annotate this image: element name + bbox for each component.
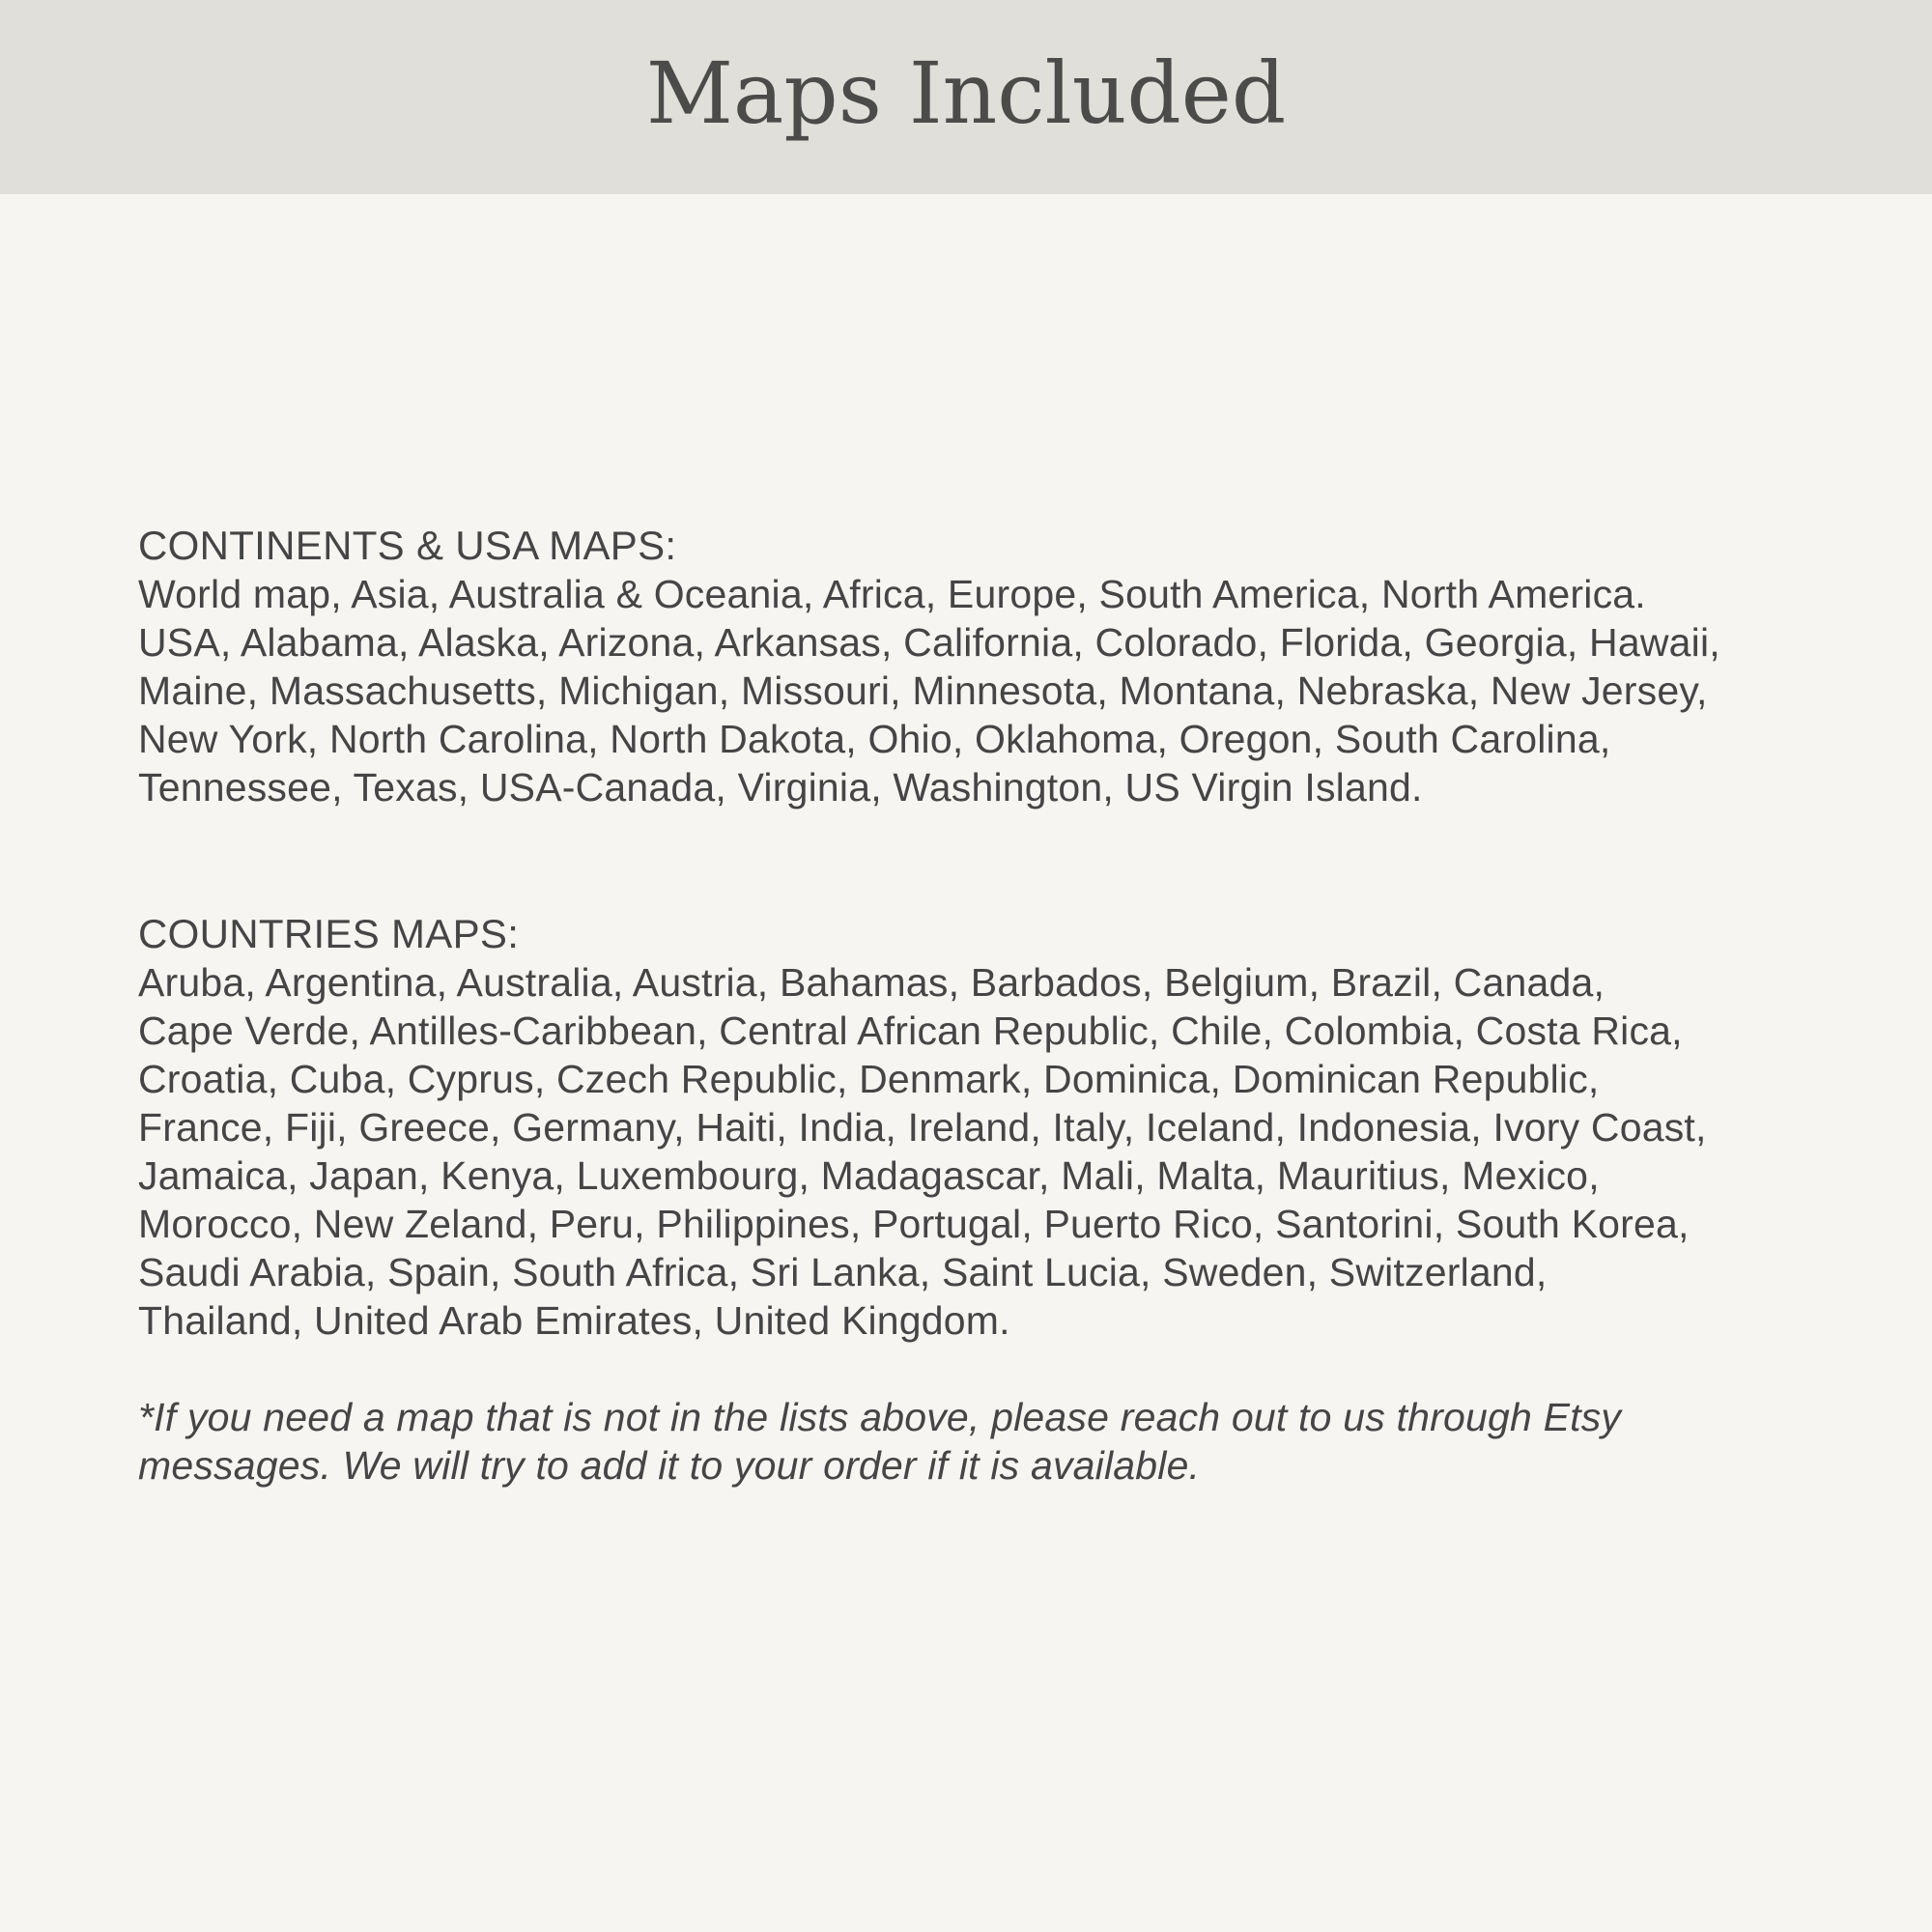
body-line: Thailand, United Arab Emirates, United Kingdom. (138, 1298, 1010, 1343)
body-line: Cape Verde, Antilles-Caribbean, Central African Republic, Chile, Colombia, Costa Rica, (138, 1009, 1683, 1053)
section-countries (138, 910, 1838, 1345)
body-line: Jamaica, Japan, Kenya, Luxembourg, Madagascar, Mali, Malta, Mauritius, Mexico, (138, 1153, 1600, 1198)
body-line: Maine, Massachusetts, Michigan, Missouri, Minnesota, Montana, Nebraska, New Jersey, (138, 668, 1708, 713)
body-line: Croatia, Cuba, Cyprus, Czech Republic, Denmark, Dominica, Dominican Republic, (138, 1057, 1600, 1101)
body-line: Aruba, Argentina, Australia, Austria, Bahamas, Barbados, Belgium, Brazil, Canada, (138, 960, 1605, 1005)
section-heading-countries: COUNTRIES MAPS: (138, 911, 520, 956)
body-line: USA, Alabama, Alaska, Arizona, Arkansas, California, Colorado, Florida, Georgia, Hawaii, (138, 620, 1720, 665)
section-body-continents-usa (138, 570, 1838, 811)
body-line: Saudi Arabia, Spain, South Africa, Sri Lanka, Saint Lucia, Sweden, Switzerland, (138, 1250, 1548, 1294)
page-title: Maps Included (645, 43, 1287, 143)
body-line: World map, Asia, Australia & Oceania, Africa, Europe, South America, North America. (138, 572, 1646, 616)
section-continents-usa (138, 522, 1838, 811)
body-line: Tennessee, Texas, USA-Canada, Virginia, Washington, US Virgin Island. (138, 765, 1423, 810)
header-banner (0, 0, 1932, 194)
section-body-countries (138, 958, 1838, 1345)
footnote (138, 1393, 1838, 1490)
footnote-line: messages. We will try to add it to your order if it is available. (138, 1443, 1201, 1488)
note-spacer (138, 1345, 1838, 1393)
section-heading-continents-usa: CONTINENTS & USA MAPS: (138, 523, 677, 568)
body-line: New York, North Carolina, North Dakota, Ohio, Oklahoma, Oregon, South Carolina, (138, 717, 1611, 761)
footnote-line: *If you need a map that is not in the lists above, please reach out to us through Etsy (138, 1395, 1622, 1439)
body-line: Morocco, New Zeland, Peru, Philippines, Portugal, Puerto Rico, Santorini, South Korea, (138, 1202, 1690, 1246)
section-spacer (138, 811, 1838, 910)
body-line: France, Fiji, Greece, Germany, Haiti, India, Ireland, Italy, Iceland, Indonesia, Ivory Coast, (138, 1105, 1707, 1150)
content-area (138, 522, 1838, 1490)
